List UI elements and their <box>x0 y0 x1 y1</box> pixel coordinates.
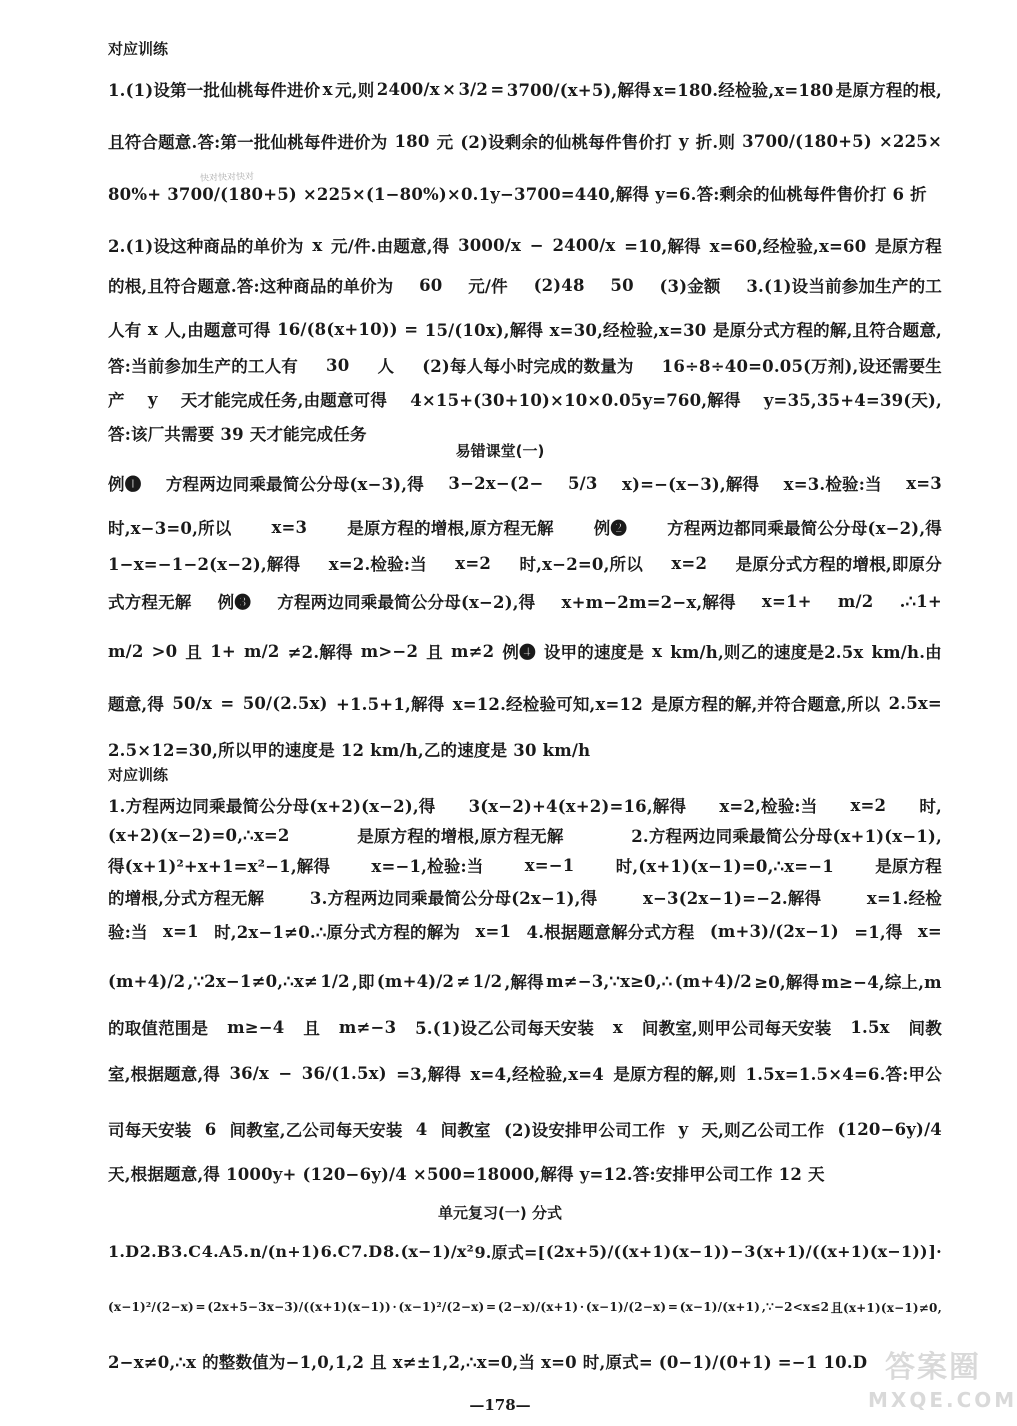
text-line: 例❶ 方程两边同乘最简公分母(x−3),得 3−2x−(2− 5/3 x)=−(x−3),解得 x=3.检验:当 x=3 <box>108 473 942 494</box>
text-line: 室,根据题意,得 36/x − 36/(1.5x) =3,解得 x=4,经检验,x=4 是原方程的解,则 1.5x=1.5×4=6.答:甲公 <box>108 1063 942 1084</box>
text-line: 1−x=−1−2(x−2),解得 x=2.检验:当 x=2 时,x−2=0,所以 x=2 是原分式方程的增根,即原分 <box>108 553 942 574</box>
text-line: 时,x−3=0,所以 x=3 是原方程的增根,原方程无解 例❷ 方程两边都同乘最简公分母(x−2),得 <box>108 517 942 538</box>
stamp-overlay: 快对快对快对 <box>199 172 255 184</box>
text-line: 人有 x 人,由题意可得 16/(8(x+10)) = 15/(10x),解得 x=30,经检验,x=30 是原分式方程的解,且符合题意, <box>108 319 942 340</box>
text-line: m/2 >0 且 1+ m/2 ≠2.解得 m>−2 且 m≠2 例❹ 设甲的速度是 x km/h,则乙的速度是2.5x km/h.由 <box>108 641 942 662</box>
text-line: 式方程无解 例❸ 方程两边同乘最简公分母(x−2),得 x+m−2m=2−x,解得 x=1+ m/2 .∴1+ <box>108 591 942 612</box>
text-line: (m+4)/2 ,∵2x−1≠0,∴x≠ 1/2 ,即 (m+4)/2 ≠ 1/2 ,解得 m≠−3,∵x≥0,∴ (m+4)/2 ≥0,解得 m≥−4,综上,m <box>108 971 942 992</box>
watermark-en: MXQE.COM <box>868 1388 1017 1412</box>
text-line: (x−1)²/(2−x) = (2x+5−3x−3)/((x+1)(x−1)) · (x−1)²/(2−x) = (2−x)/(x+1) · (x−1)/(2−x) = (x−1)/(x+1) ,∵−2<x≤2 且(x+1)(x−1)≠0, <box>108 1300 942 1315</box>
text-line: 的取值范围是 m≥−4 且 m≠−3 5.(1)设乙公司每天安装 x 间教室,则甲公司每天安装 1.5x 间教 <box>108 1017 942 1038</box>
text-line: (x+2)(x−2)=0,∴x=2 是原方程的增根,原方程无解 2.方程两边同乘最简公分母(x+1)(x−1), <box>108 825 942 846</box>
text-line: 的增根,分式方程无解 3.方程两边同乘最简公分母(2x−1),得 x−3(2x−1)=−2.解得 x=1.经检 <box>108 889 942 908</box>
text-line: 且符合题意.答:第一批仙桃每件进价为 180 元 (2)设剩余的仙桃每件售价打 y 折.则 3700/(180+5) ×225× <box>108 131 942 152</box>
text-line: 1.D 2.B 3.C 4.A 5. n/(n+1) 6.C 7.D 8. (x−1)/x² 9.原式=[ (2x+5)/((x+1)(x−1)) − 3(x+1)/((x+1)(x−1)) ]· <box>108 1241 942 1262</box>
text-line: 的根,且符合题意.答:这种商品的单价为 60 元/件 (2)48 50 (3)金额 3.(1)设当前参加生产的工 <box>108 275 942 296</box>
text-line: 题意,得 50/x = 50/(2.5x) +1.5+1,解得 x=12.经检验可知,x=12 是原方程的解,并符合题意,所以 2.5x= <box>108 693 942 714</box>
text-line: 1.(1)设第一批仙桃每件进价 x 元,则 2400/x × 3/2 = 3700/(x+5),解得 x=180.经检验,x=180 是原方程的根, <box>108 79 942 100</box>
text-line: 天,根据题意,得 1000y+ (120−6y)/4 ×500=18000,解得 y=12.答:安排甲公司工作 12 天 <box>108 1165 825 1184</box>
section-title-practice-2: 对应训练 <box>108 766 169 784</box>
text-line: 验:当 x=1 时,2x−1≠0.∴原分式方程的解为 x=1 4.根据题意解分式方程 (m+3)/(2x−1) =1,得 x= <box>108 921 942 942</box>
text-line: 80%+ 3700/(180+5) ×225×(1−80%)×0.1y−3700=440,解得 y=6.答:剩余的仙桃每件售价打 6 折 <box>108 185 927 204</box>
section-title-practice-1: 对应训练 <box>108 40 169 58</box>
section-title-common-mistakes: 易错课堂(一) <box>455 442 545 460</box>
text-line: 答:该厂共需要 39 天才能完成任务 <box>108 425 367 444</box>
text-line: 答:当前参加生产的工人有 30 人 (2)每人每小时完成的数量为 16÷8÷40=0.05(万剂),设还需要生 <box>108 355 942 376</box>
page-number: —178— <box>469 1396 531 1414</box>
text-line: 2.(1)设这种商品的单价为 x 元/件.由题意,得 3000/x − 2400/x =10,解得 x=60,经检验,x=60 是原方程 <box>108 235 942 256</box>
text-line: 2−x≠0,∴x 的整数值为−1,0,1,2 且 x≠±1,2,∴x=0,当 x=0 时,原式= (0−1)/(0+1) =−1 10.D <box>108 1353 868 1372</box>
text-line: 产 y 天才能完成任务,由题意可得 4×15+(30+10)×10×0.05y=760,解得 y=35,35+4=39(天), <box>108 389 942 410</box>
watermark-cn: 答案圈 <box>885 1350 981 1385</box>
text-line: 2.5×12=30,所以甲的速度是 12 km/h,乙的速度是 30 km/h <box>108 741 591 760</box>
watermark-logo <box>868 1348 1017 1424</box>
text-line: 司每天安装 6 间教室,乙公司每天安装 4 间教室 (2)设安排甲公司工作 y 天,则乙公司工作 (120−6y)/4 <box>108 1119 942 1140</box>
text-line: 得(x+1)²+x+1=x²−1,解得 x=−1,检验:当 x=−1 时,(x+1)(x−1)=0,∴x=−1 是原方程 <box>108 855 942 876</box>
section-title-unit-review: 单元复习(一) 分式 <box>438 1204 562 1222</box>
text-line: 1.方程两边同乘最简公分母(x+2)(x−2),得 3(x−2)+4(x+2)=16,解得 x=2,检验:当 x=2 时, <box>108 795 942 816</box>
